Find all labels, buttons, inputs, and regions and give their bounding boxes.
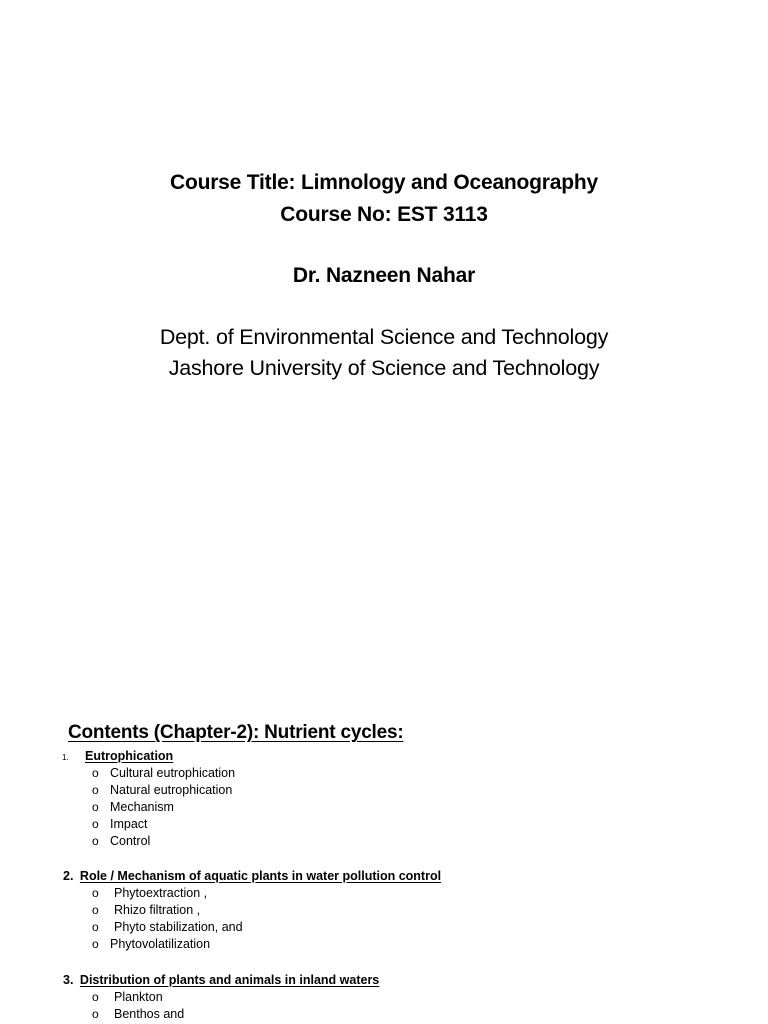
bullet-icon: o <box>92 783 99 797</box>
bullet-icon: o <box>92 800 99 814</box>
section-1-title <box>85 749 173 763</box>
university <box>0 356 768 381</box>
department <box>0 325 768 350</box>
bullet-icon: o <box>92 937 99 951</box>
bullet-icon: o <box>92 834 99 848</box>
bullet-icon: o <box>92 903 99 917</box>
section-2-title-text: Role / Mechanism of aquatic plants in water pollution control <box>79 869 442 883</box>
section-3-title <box>63 973 379 987</box>
bullet-icon: o <box>92 1007 99 1021</box>
section-3-title-text: Distribution of plants and animals in inland waters <box>79 973 380 987</box>
bullet-icon: o <box>92 886 99 900</box>
section-2-number: 2. <box>63 869 74 883</box>
department-text: Dept. of Environmental Science and Technology <box>159 325 609 349</box>
section-1-title-text: Eutrophication <box>85 749 174 763</box>
section-1-number: 1. <box>62 753 69 762</box>
bullet-icon: o <box>92 920 99 934</box>
university-text: Jashore University of Science and Technology <box>168 356 600 380</box>
bullet-icon: o <box>92 817 99 831</box>
course-title <box>0 171 768 195</box>
section-3-number: 3. <box>63 973 74 987</box>
section-2-title <box>63 869 441 883</box>
course-number-text: Course No: EST 3113 <box>280 203 488 226</box>
author-name-text: Dr. Nazneen Nahar <box>292 264 476 287</box>
bullet-icon: o <box>92 990 99 1004</box>
bullet-icon: o <box>92 766 99 780</box>
course-number <box>0 203 768 227</box>
document-page: Course Title: Limnology and Oceanography Course No: EST 3113 Dr. Nazneen Nahar Dept. of Environmental Science and Technology Jashore University of Science and Technology Contents (Chapter-2): Nutrient cycles: 1. Eutrophication o Cultural eutrophication o Natural eutrophication o Mechanism o Impact o Control 2. Role / Mechanism of aquatic plants in water pollution control o Phytoextraction , o Rhizo filtration , o Phyto stabilization, and o Phytovolatilization 3. Distribution of plants and animals in inland waters o Plankton o Benthos and <box>0 0 768 1024</box>
contents-heading: Contents (Chapter-2): Nutrient cycles: <box>68 722 404 743</box>
author-name <box>0 264 768 288</box>
course-title-text: Course Title: Limnology and Oceanography <box>169 171 598 194</box>
